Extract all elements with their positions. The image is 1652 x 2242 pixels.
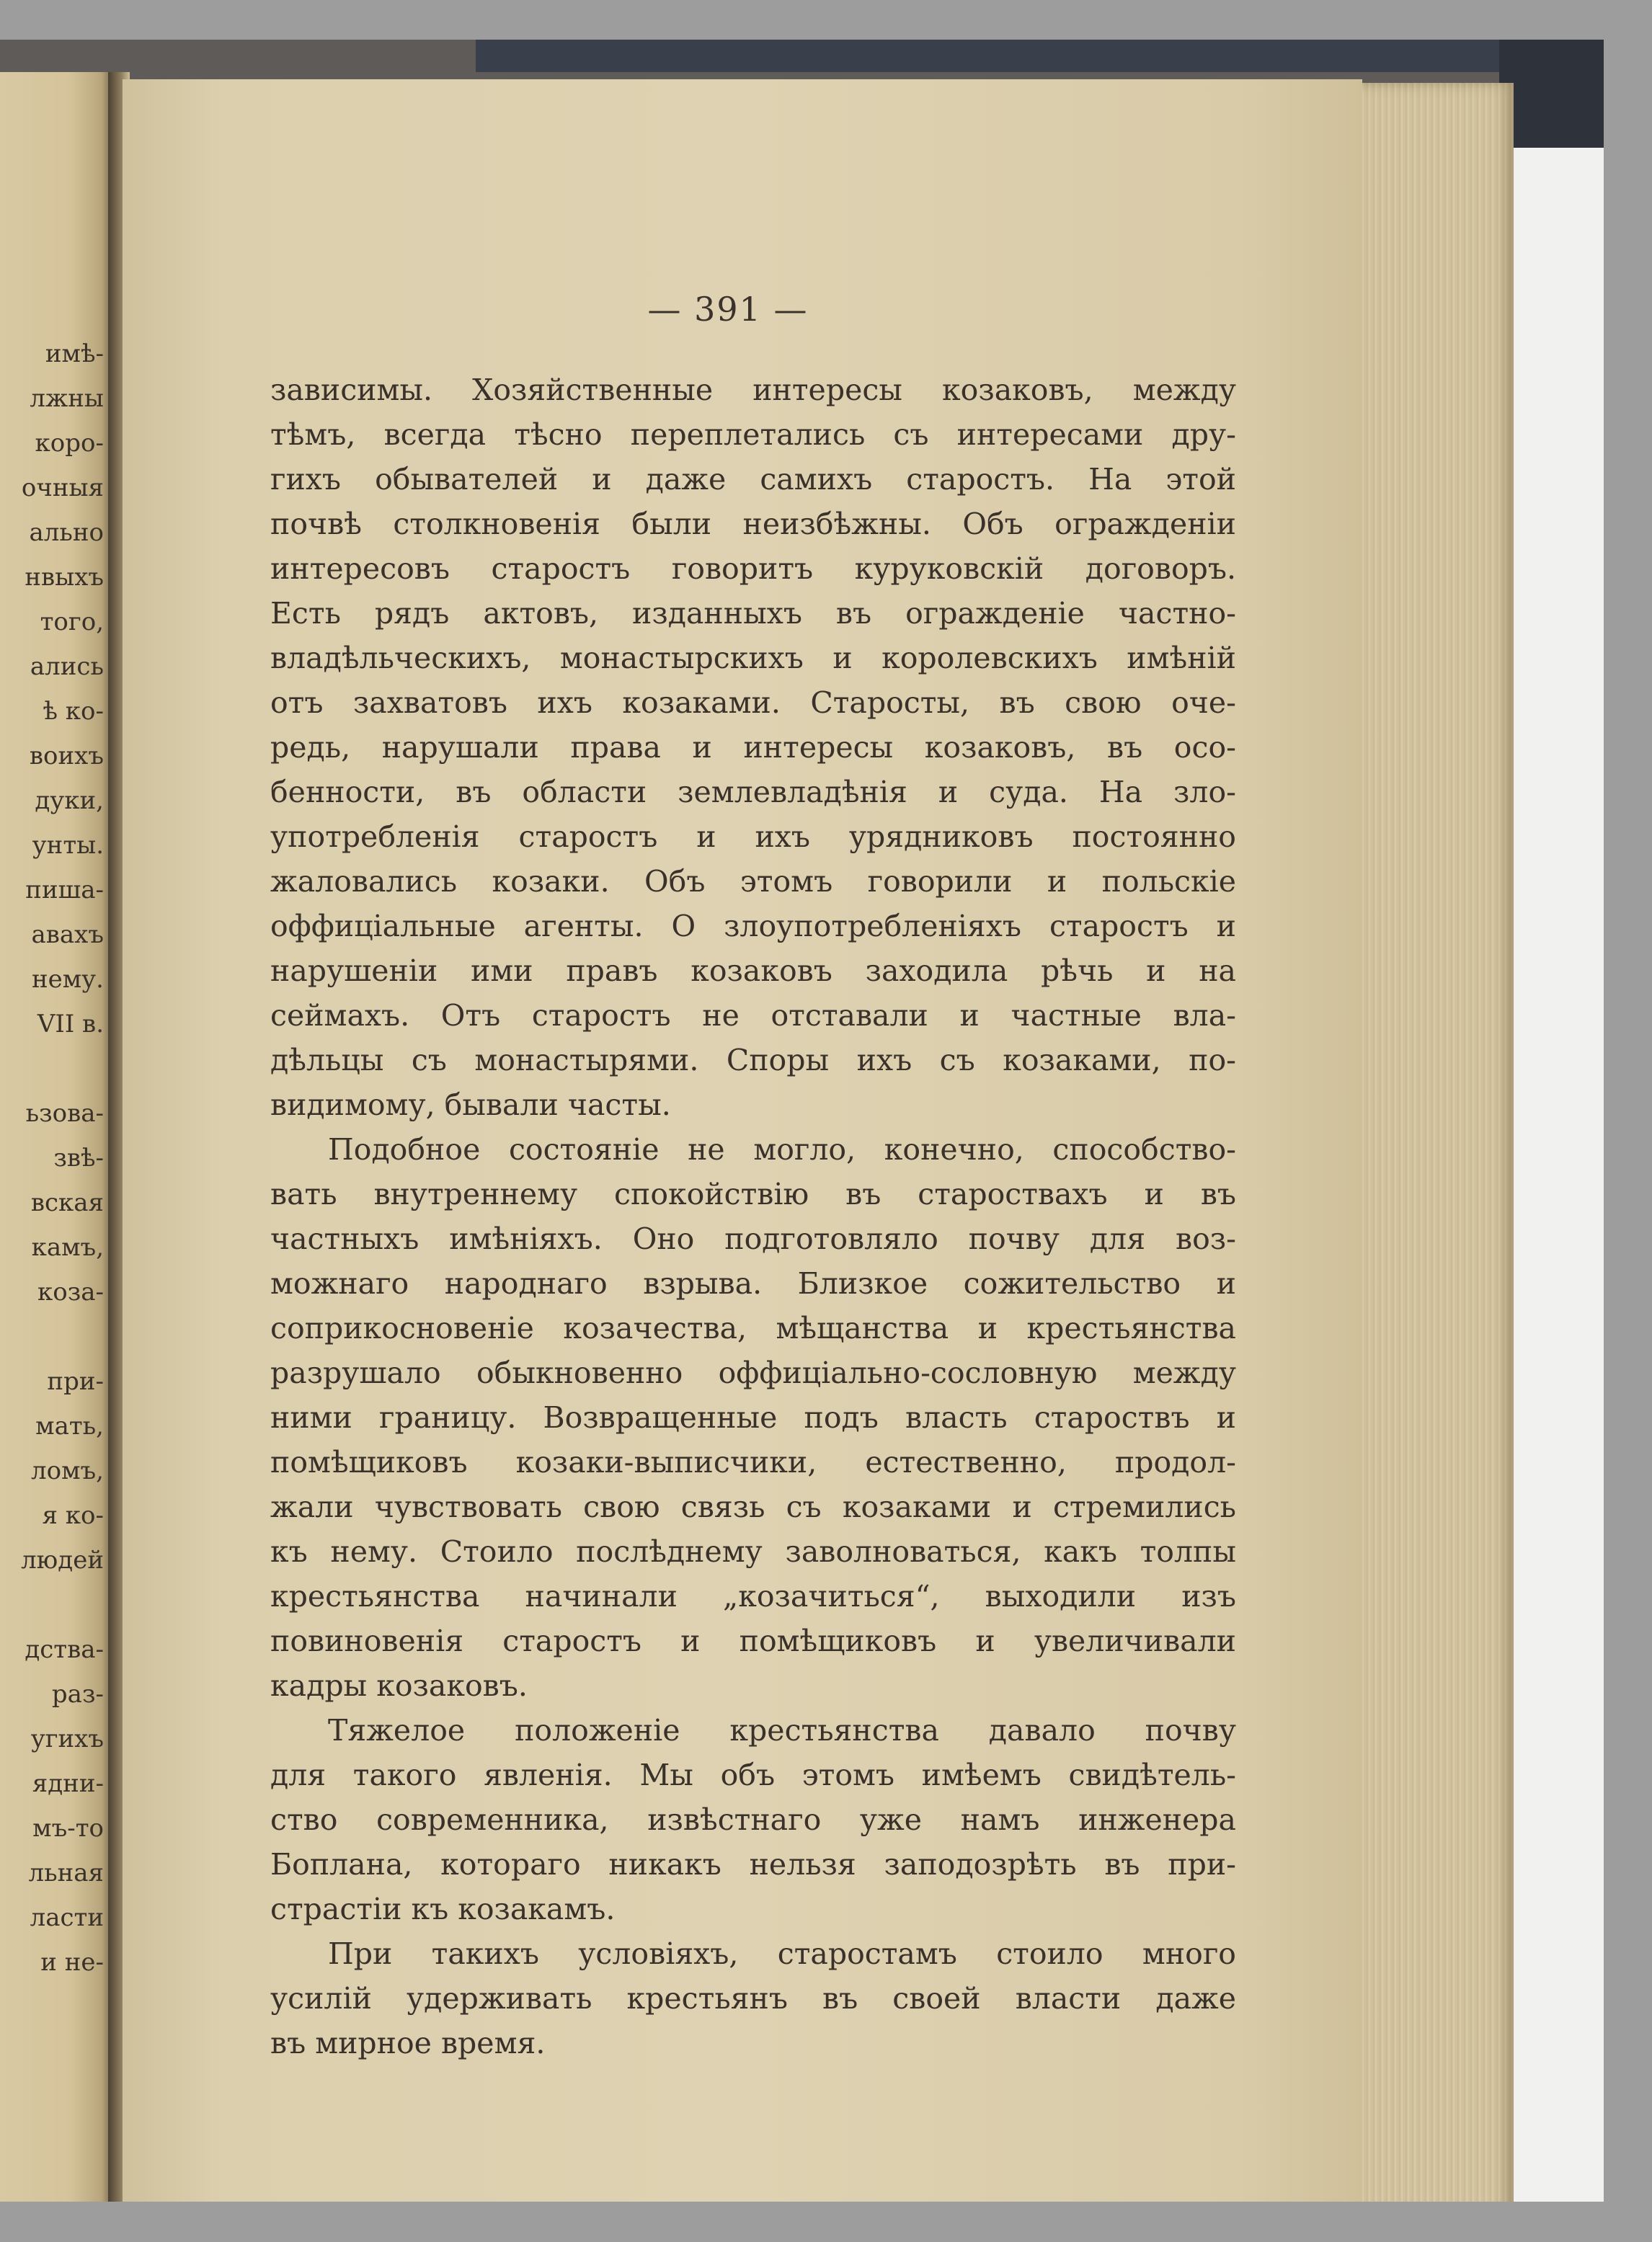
page-number: — 391 — [647, 290, 809, 329]
text-line: жаловались козаки. Объ этомъ говорили и польскіе [270, 864, 1236, 899]
text-line: владѣльческихъ, монастырскихъ и королевскихъ имѣній [270, 641, 1236, 675]
left-page-line: ломъ, [31, 1456, 104, 1485]
left-facing-page [0, 72, 115, 2202]
left-page-line: того, [40, 608, 104, 636]
text-line: Боплана, котораго никакъ нельзя заподозрѣть въ при- [270, 1847, 1236, 1882]
text-line: соприкосновеніе козачества, мѣщанства и крестьянства [270, 1311, 1236, 1345]
left-page-line: нвыхъ [25, 563, 104, 592]
left-page-line: людей [21, 1546, 104, 1575]
text-line: употребленія старостъ и ихъ урядниковъ постоянно [270, 819, 1236, 854]
left-page-line: и не- [40, 1948, 104, 1977]
left-page-line: ядни- [32, 1769, 104, 1798]
text-line: почвѣ столкновенія были неизбѣжны. Объ огражденіи [270, 507, 1236, 541]
left-page-line [0, 1046, 108, 1091]
text-line: для такого явленія. Мы объ этомъ имѣемъ свидѣтель- [270, 1758, 1236, 1792]
left-page-line: дства- [25, 1635, 104, 1664]
left-page-line: очныя [21, 473, 104, 502]
left-page-line: нему. [31, 965, 104, 994]
left-page-line: VII в. [37, 1010, 104, 1038]
left-page-line: дуки, [35, 786, 104, 815]
text-line: разрушало обыкновенно оффиціально-сословную между [270, 1356, 1236, 1390]
left-page-line: угихъ [30, 1725, 104, 1753]
text-line: оффиціальные агенты. О злоупотребленіяхъ старостъ и [270, 909, 1236, 943]
text-line: частныхъ имѣніяхъ. Оно подготовляло почву для воз- [270, 1222, 1236, 1256]
text-line: видимому, бывали часты. [270, 1087, 671, 1122]
text-line: отъ захватовъ ихъ козаками. Старосты, въ свою оче- [270, 685, 1236, 720]
text-line: крестьянства начинали „козачиться“, выходили изъ [270, 1579, 1236, 1614]
left-page-line: коза- [37, 1278, 104, 1307]
left-page-line: при- [47, 1367, 104, 1396]
text-line: кадры козаковъ. [270, 1668, 528, 1703]
text-line: Тяжелое положеніе крестьянства давало почву [328, 1713, 1236, 1748]
backdrop-top [476, 40, 1604, 72]
left-page-line: ьзова- [25, 1099, 104, 1128]
left-page-line: льная [28, 1859, 104, 1887]
text-line: бенности, въ области землевладѣнія и суда. На зло- [270, 775, 1236, 809]
left-page-line: мать, [35, 1412, 104, 1441]
text-line: сеймахъ. Отъ старостъ не отставали и частные вла- [270, 998, 1236, 1033]
text-line: тѣмъ, всегда тѣсно переплетались съ интересами дру- [270, 417, 1236, 452]
text-line: повиновенія старостъ и помѣщиковъ и увеличивали [270, 1624, 1236, 1658]
scan-frame [0, 40, 1604, 2202]
text-line: Подобное состояніе не могло, конечно, способство- [328, 1132, 1236, 1167]
left-page-line: я ко- [42, 1501, 104, 1530]
left-page-line: ально [29, 518, 104, 547]
left-page-line: воихъ [29, 742, 104, 770]
left-page-line: вская [30, 1188, 104, 1217]
left-page-line: пиша- [25, 876, 104, 904]
left-page-line [0, 1583, 108, 1627]
text-line: нарушеніи ими правъ козаковъ заходила рѣчь и на [270, 953, 1236, 988]
backdrop-corner [1499, 40, 1604, 148]
left-page-line: лжны [30, 384, 104, 413]
left-page-text [0, 332, 108, 1985]
backdrop-right [1514, 148, 1604, 2202]
left-page-line: раз- [51, 1680, 104, 1709]
left-page-line: ѣ ко- [43, 697, 104, 726]
left-page-line: авахъ [31, 920, 104, 949]
left-page-line: унты. [32, 831, 104, 860]
text-line: Есть рядъ актовъ, изданныхъ въ огражденіе частно- [270, 596, 1236, 631]
text-line: гихъ обывателей и даже самихъ старостъ. На этой [270, 462, 1236, 497]
left-page-line: коро- [35, 429, 104, 458]
text-line: При такихъ условіяхъ, старостамъ стоило много [328, 1936, 1236, 1971]
text-line: въ мирное время. [270, 2026, 546, 2060]
left-page-line: камъ, [31, 1233, 104, 1262]
text-line: ними границу. Возвращенные подъ власть староствъ и [270, 1400, 1236, 1435]
left-page-line: ались [30, 652, 104, 681]
text-line: къ нему. Стоило послѣднему заволноваться, какъ толпы [270, 1534, 1236, 1569]
text-line: ство современника, извѣстнаго уже намъ инженера [270, 1802, 1236, 1837]
left-page-line: ласти [30, 1903, 104, 1932]
page-edges [1359, 83, 1514, 2202]
body-text [270, 368, 1236, 2065]
text-line: жали чувствовать свою связь съ козаками и стремились [270, 1490, 1236, 1524]
text-line: редь, нарушали права и интересы козаковъ, въ осо- [270, 730, 1236, 765]
left-page-line: звѣ- [53, 1144, 104, 1173]
main-page [123, 79, 1362, 2202]
text-line: страстіи къ козакамъ. [270, 1892, 616, 1926]
text-line: зависимы. Хозяйственные интересы козаковъ, между [270, 373, 1236, 407]
text-line: интересовъ старостъ говоритъ куруковскій договоръ. [270, 551, 1236, 586]
text-line: помѣщиковъ козаки-выписчики, естественно, продол- [270, 1445, 1236, 1480]
text-line: можнаго народнаго взрыва. Близкое сожительство и [270, 1266, 1236, 1301]
left-page-line: имѣ- [45, 339, 104, 368]
left-page-line: мъ-то [32, 1814, 104, 1843]
text-line: усилій удерживать крестьянъ въ своей власти даже [270, 1981, 1236, 2016]
left-page-line [0, 1314, 108, 1359]
text-line: вать внутреннему спокойствію въ староствахъ и въ [270, 1177, 1236, 1211]
text-line: дѣльцы съ монастырями. Споры ихъ съ козаками, по- [270, 1043, 1236, 1077]
